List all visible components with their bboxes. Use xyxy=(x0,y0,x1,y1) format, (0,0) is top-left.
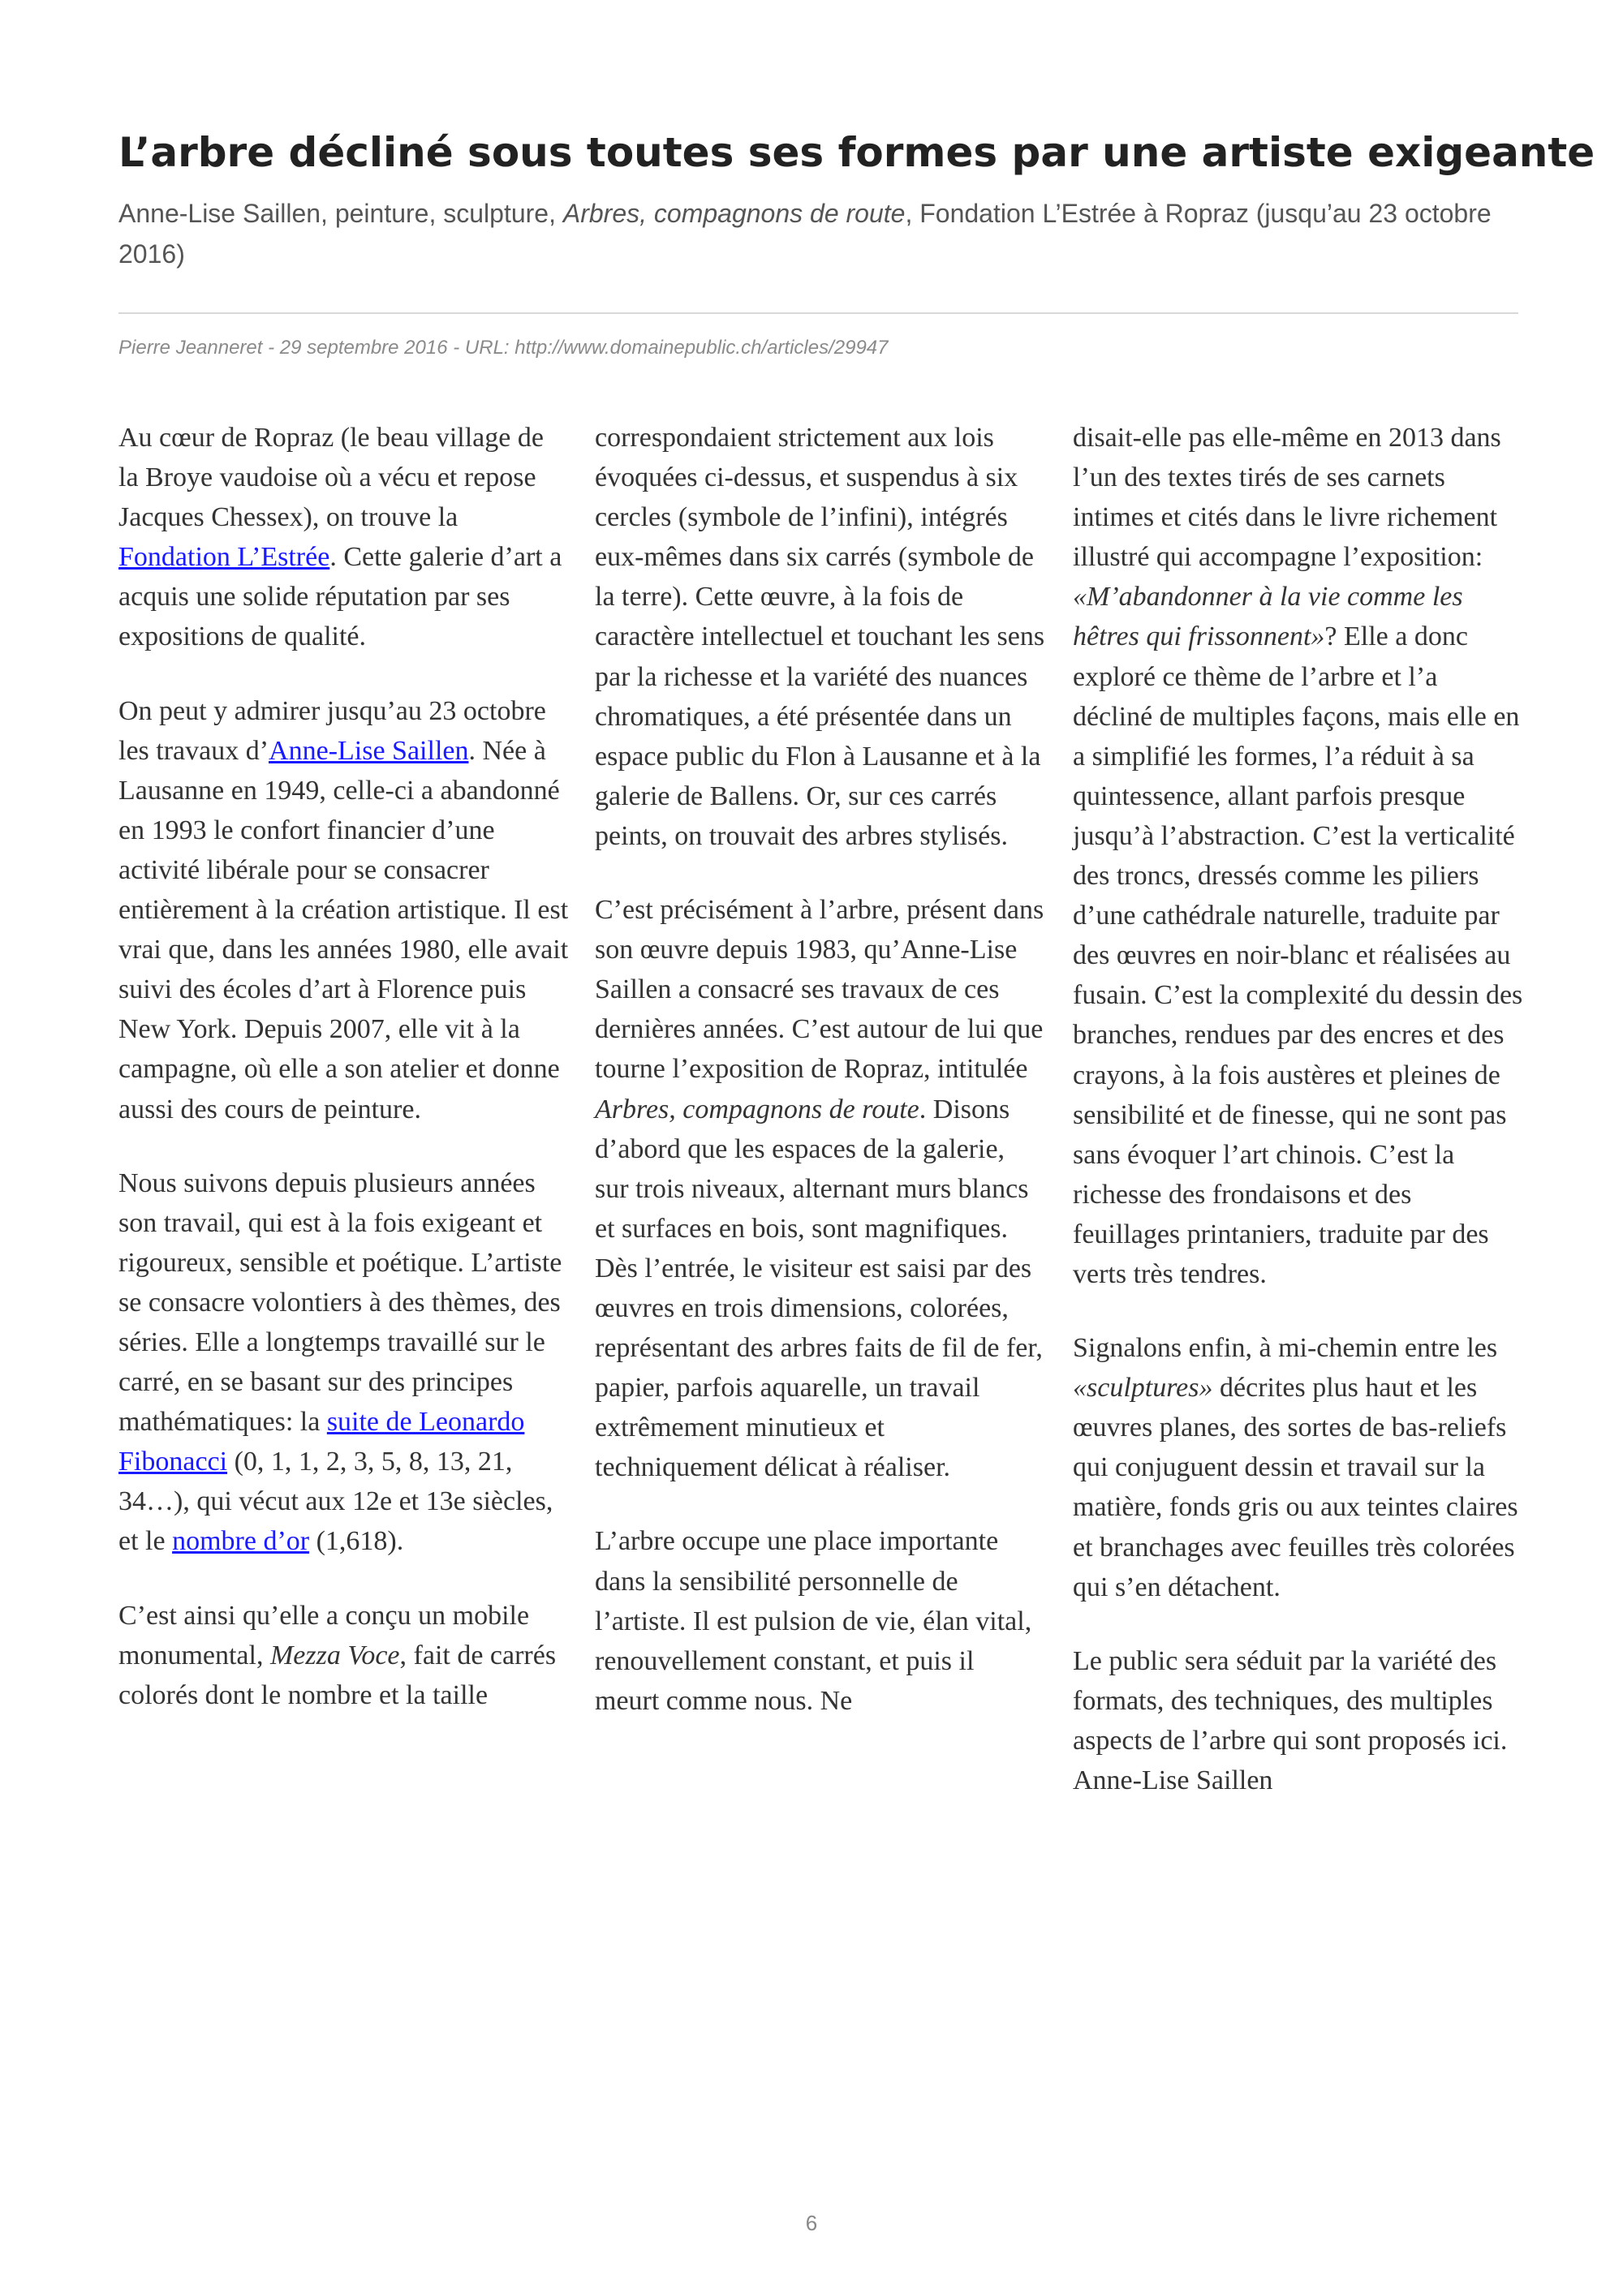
paragraph xyxy=(118,691,569,1129)
subtitle-exhibition-title: Arbres, compagnons de route xyxy=(562,199,906,228)
header-divider xyxy=(118,312,1518,314)
italic-run: Arbres, compagnons de route xyxy=(595,1094,919,1124)
text-run: ? Elle a donc exploré ce thème de l’arbre et l’a décliné de multiples façons, mais elle en a simplifié les formes, l’a réduit à sa quintessence, allant parfois presque jusqu’à l’abstraction. C’est la verticalité des troncs, dressés comme les piliers d’une cathédrale naturelle, traduite par des œuvres en noir-blanc et réalisées au fusain. C’est la complexité du dessin des branches, rendues par des encres et des crayons, à la fois austères et pleines de sensibilité et de finesse, qui ne sont pas sans évoquer l’art chinois. C’est la richesse des frondaisons et des feuillages printaniers, traduite par des verts très tendres. xyxy=(1073,621,1523,1289)
paragraph: L’arbre occupe une place importante dans la sensibilité personnelle de l’artiste. Il est pulsion de vie, élan vital, renouvellement constant, et puis il meurt comme nous. Ne xyxy=(595,1526,1032,1716)
text-run: Au cœur de Ropraz (le beau village de la Broye vaudoise où a vécu et repose Jacques Chessex), on trouve la xyxy=(118,423,544,533)
italic-run: Mezza Voce xyxy=(269,1640,400,1670)
text-run: Nous suivons depuis plusieurs années son travail, qui est à la fois exigeant et rigoureux, sensible et poétique. L’artiste se consacre volontiers à des thèmes, des séries. Elle a longtemps travaillé sur le carré, en se basant sur des principes mathématiques: la xyxy=(118,1167,562,1438)
text-column-1 xyxy=(118,418,569,1749)
paragraph xyxy=(595,890,1045,1487)
subtitle-text-2: , Fondation L’Estrée à Ropraz (jusqu’au 23 octobre 2016) xyxy=(118,199,1492,269)
text-run: . Cette galerie d’art a acquis une solide réputation par ses expositions de qualité. xyxy=(118,542,562,652)
text-run: . Disons d’abord que les espaces de la galerie, sur trois niveaux, alternant murs blancs et surfaces en bois, sont magnifiques. Dès l’entrée, le visiteur est saisi par des œuvres en trois dimensions, colorées, représentant des arbres faits de fil de fer, papier, parfois aquarelle, un travail extrêmement minutieux et techniquement délicat à réaliser. xyxy=(595,1094,1043,1483)
text-run: (0, 1, 1, 2, 3, 5, 8, 13, 21, 34…), qui vécut aux 12e et 13e siècles, et le xyxy=(118,1447,553,1557)
article-subtitle xyxy=(118,193,1514,274)
paragraph: correspondaient strictement aux lois évoquées ci-dessus, et suspendus à six cercles (symbole de l’infini), intégrés eux-mêmes dans six carrés (symbole de la terre). Cette œuvre, à la fois de caractère intellectuel et touchant les sens par la richesse et la variété des nuances chromatiques, a été présentée dans un espace public du Flon à Lausanne et à la galerie de Ballens. Or, sur ces carrés peints, on trouvait des arbres stylisés. xyxy=(595,423,1045,851)
italic-run: «M’abandonner à la vie comme les hêtres qui frissonnent» xyxy=(1073,582,1463,652)
text-run: . Née à Lausanne en 1949, celle-ci a abandonné en 1993 le confort financier d’une activité libérale pour se consacrer entièrement à la création artistique. Il est vrai que, dans les années 1980, elle avait suivi des écoles d’art à Florence puis New York. Depuis 2007, elle vit à la campagne, où elle a son atelier et donne aussi des cours de peinture. xyxy=(118,735,569,1124)
paragraph: Le public sera séduit par la variété des formats, des techniques, des multiples aspects de l’arbre qui sont proposés ici. Anne-Lise Saillen xyxy=(1073,1645,1508,1795)
text-run: Signalons enfin, à mi-chemin entre les xyxy=(1073,1333,1498,1364)
paragraph xyxy=(118,1596,569,1715)
article-meta: Pierre Jeanneret - 29 septembre 2016 - URL: http://www.domainepublic.ch/articles/29947 xyxy=(118,337,889,359)
paragraph xyxy=(118,1163,569,1562)
subtitle-text-1: Anne-Lise Saillen, peinture, sculpture, xyxy=(118,199,563,228)
link-fondation-lestree[interactable]: Fondation L’Estrée xyxy=(118,542,330,573)
paragraph xyxy=(118,418,569,657)
italic-run: «sculptures» xyxy=(1073,1373,1213,1404)
article-title: L’arbre décliné sous toutes ses formes par une artiste exigeante xyxy=(118,129,1595,176)
paragraph xyxy=(1073,418,1523,1294)
text-run: C’est précisément à l’arbre, présent dans son œuvre depuis 1983, qu’Anne-Lise Saillen a consacré ses travaux de ces dernières années. C’est autour de lui que tourne l’exposition de Ropraz, intitulée xyxy=(595,895,1044,1085)
link-nombre-dor[interactable]: nombre d’or xyxy=(172,1526,310,1557)
link-anne-lise-saillen[interactable]: Anne-Lise Saillen xyxy=(269,735,469,766)
text-column-2 xyxy=(595,418,1045,1755)
text-column-3 xyxy=(1073,418,1523,1834)
text-run: C’est ainsi qu’elle a conçu un mobile monumental, xyxy=(118,1600,530,1670)
paragraph xyxy=(1073,1328,1523,1607)
link-fibonacci[interactable]: suite de Leonardo Fibonacci xyxy=(118,1407,525,1477)
text-run: On peut y admirer jusqu’au 23 octobre les travaux d’ xyxy=(118,695,546,766)
page-number: 6 xyxy=(805,2211,818,2235)
text-run: , fait de carrés colorés dont le nombre et la taille xyxy=(118,1640,557,1710)
text-run: disait-elle pas elle-même en 2013 dans l’un des textes tirés de ses carnets intimes et cités dans le livre richement illustré qui accompagne l’exposition: xyxy=(1073,423,1501,573)
text-run: (1,618). xyxy=(309,1526,404,1557)
text-run: décrites plus haut et les œuvres planes, des sortes de bas-reliefs qui conjuguent dessin et travail sur la matière, fonds gris ou aux teintes claires et branchages avec feuilles très colorées qui s’en détachent. xyxy=(1073,1373,1518,1602)
